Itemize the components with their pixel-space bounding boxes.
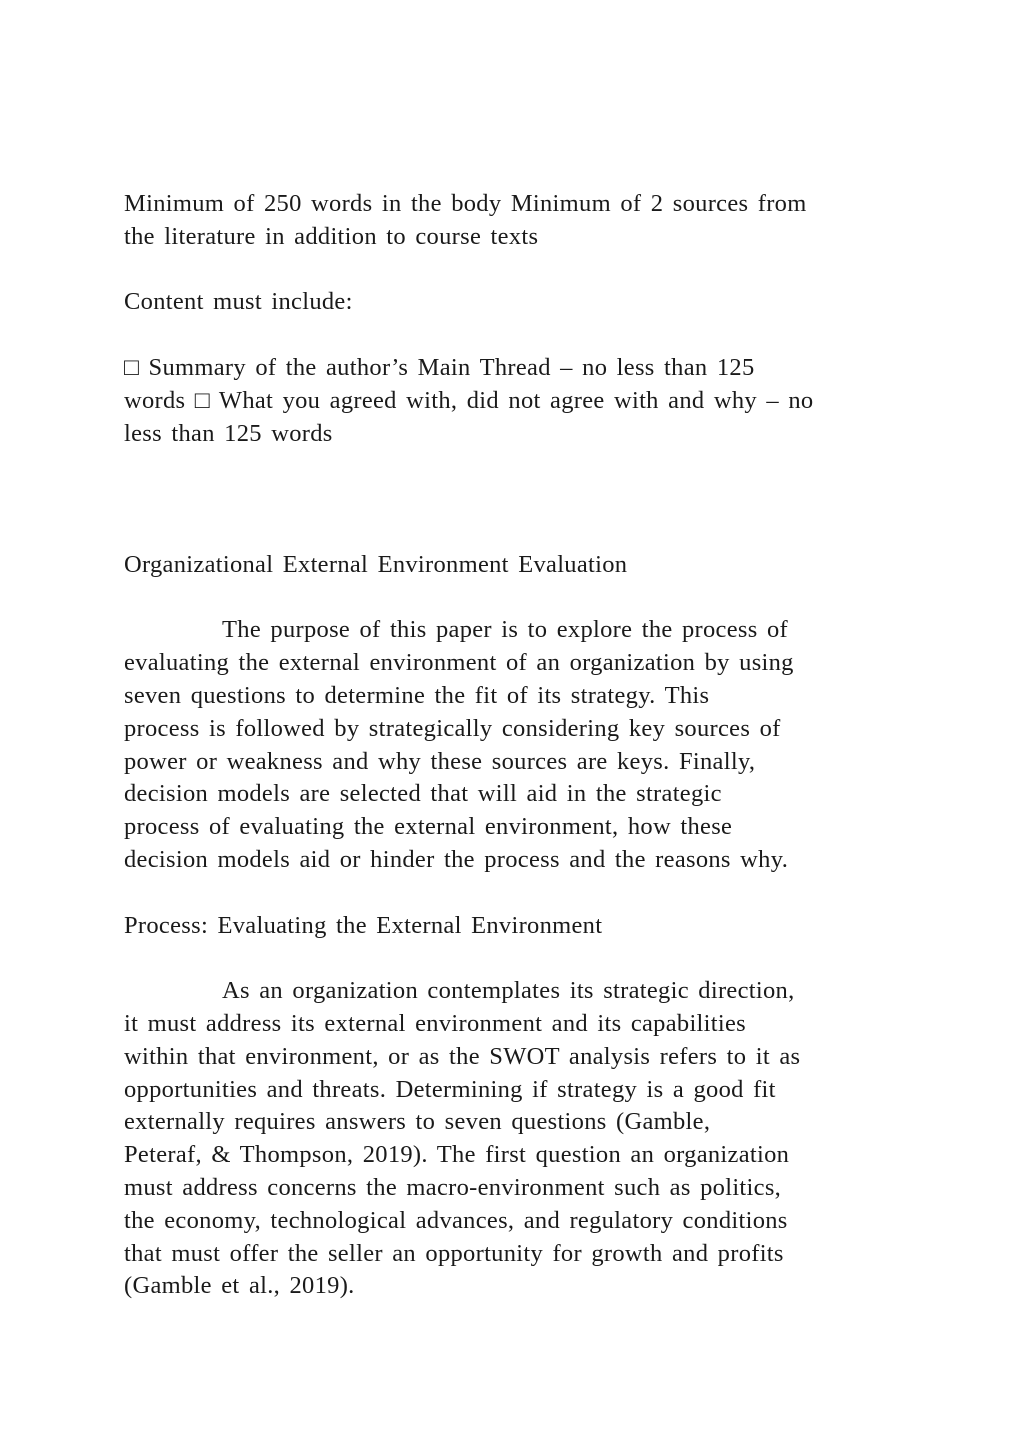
bullet-list [124, 352, 914, 450]
paragraph-line: the economy, technological advances, and regulatory conditions [124, 1206, 788, 1234]
text-line: the literature in addition to course texts [124, 222, 539, 250]
bullet-line: words □ What you agreed with, did not agree with and why – no [124, 386, 814, 414]
bullet-line: □ Summary of the author’s Main Thread – no less than 125 [124, 353, 755, 381]
text-line: Minimum of 250 words in the body Minimum of 2 sources from [124, 190, 807, 217]
paragraph-line: it must address its external environment and its capabilities [124, 1009, 746, 1037]
paragraph-line: power or weakness and why these sources are keys. Finally, [124, 747, 756, 775]
content-heading: Content must include: [124, 288, 353, 316]
paragraph-line: process of evaluating the external environment, how these [124, 813, 733, 841]
paragraph-line: externally requires answers to seven questions (Gamble, [124, 1108, 711, 1136]
paragraph-line: that must offer the seller an opportunity for growth and profits [124, 1239, 784, 1267]
paragraph-line: decision models are selected that will aid in the strategic [124, 780, 722, 808]
paragraph-line: seven questions to determine the fit of its strategy. This [124, 681, 710, 709]
paragraph-line: within that environment, or as the SWOT analysis refers to it as [124, 1042, 801, 1070]
bullet-line: less than 125 words [124, 419, 333, 447]
paragraph-line: evaluating the external environment of an organization by using [124, 649, 794, 677]
paper-title: Organizational External Environment Evaluation [124, 550, 628, 578]
document-page [124, 188, 914, 1303]
section-heading: Process: Evaluating the External Environment [124, 911, 603, 939]
requirements-text [124, 188, 914, 254]
paragraph-line: As an organization contemplates its strategic direction, [222, 977, 795, 1005]
intro-paragraph [124, 614, 914, 876]
paragraph-line: The purpose of this paper is to explore the process of [222, 616, 788, 644]
paragraph-line: opportunities and threats. Determining if strategy is a good fit [124, 1075, 776, 1103]
body-paragraph [124, 975, 914, 1303]
paragraph-line: must address concerns the macro-environment such as politics, [124, 1173, 782, 1201]
paragraph-line: process is followed by strategically considering key sources of [124, 714, 781, 742]
paragraph-line: Peteraf, & Thompson, 2019). The first question an organization [124, 1141, 790, 1169]
paragraph-line: decision models aid or hinder the process and the reasons why. [124, 845, 789, 873]
paragraph-line: (Gamble et al., 2019). [124, 1272, 355, 1300]
